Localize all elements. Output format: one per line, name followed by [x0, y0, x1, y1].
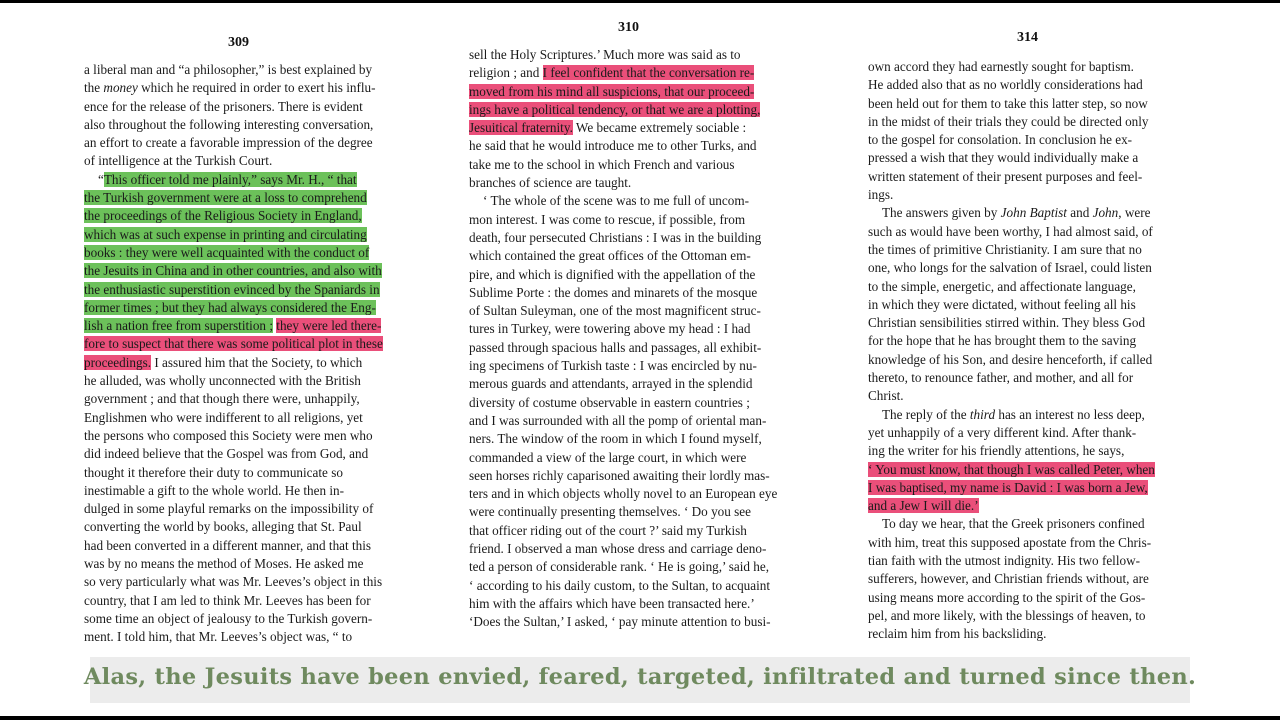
text-segment: pel, and more likely, with the blessings of heaven, to	[868, 607, 1146, 623]
text-segment: friend. I observed a man whose dress and carriage deno-	[469, 541, 767, 557]
text-segment: ing the writer for his friendly attentions, he says,	[868, 443, 1125, 459]
text-line	[469, 394, 795, 412]
text-line	[868, 186, 1194, 204]
text-line	[868, 369, 1194, 387]
text-line	[469, 613, 795, 631]
text-segment: knowledge of his Son, and desire henceforth, if called	[868, 351, 1153, 367]
text-line	[868, 424, 1194, 442]
text-segment: the persons who composed this Society were men who	[84, 427, 373, 443]
text-line	[84, 573, 406, 591]
text-segment: so very particularly what was Mr. Leeves’s object in this	[84, 574, 383, 590]
text-line	[868, 58, 1194, 76]
text-segment: tian faith with the utmost indignity. His two fellow-	[868, 553, 1141, 569]
text-segment: He added also that as no worldly considerations had	[868, 77, 1143, 93]
text-segment: Christ.	[868, 388, 904, 404]
text-segment: John Baptist	[1000, 205, 1067, 221]
text-line	[469, 412, 795, 430]
text-line	[868, 332, 1194, 350]
text-segment: him with the affairs which have been transacted here.’	[469, 595, 755, 611]
text-segment: to the simple, energetic, and affectionate language,	[868, 278, 1136, 294]
text-line	[469, 192, 795, 210]
green-highlight: the Turkish government were at a loss to comprehend	[84, 190, 367, 206]
text-segment: sell the Holy Scriptures.’ Much more was said as to	[469, 47, 741, 62]
text-segment: also throughout the following interesting conversation,	[84, 116, 374, 132]
center-page-text	[469, 46, 795, 632]
text-line	[84, 335, 406, 353]
text-line	[868, 589, 1194, 607]
text-segment: pire, and which is dignified with the appellation of the	[469, 266, 756, 282]
text-segment: ters and in which objects wholly novel to an European eye	[469, 486, 778, 502]
text-segment: of intelligence at the Turkish Court.	[84, 153, 273, 169]
text-segment: a liberal man and “a philosopher,” is best explained by	[84, 62, 373, 77]
text-line	[469, 284, 795, 302]
text-line	[84, 189, 406, 207]
text-segment: which he required in order to exert his influ-	[137, 80, 376, 96]
text-segment: money	[103, 80, 138, 96]
text-segment: and	[1066, 205, 1093, 221]
text-segment: were continually presenting themselves. ‘ Do you see	[469, 504, 751, 520]
green-highlight: which was at such expense in printing and circulating	[84, 226, 367, 242]
text-segment: ted a person of considerable rank. ‘ He is going,’ said he,	[469, 559, 770, 575]
text-line	[868, 479, 1194, 497]
text-line	[84, 226, 406, 244]
text-segment: for the hope that he has brought them to the saving	[868, 333, 1137, 349]
text-segment: The answers given by	[882, 205, 1001, 221]
text-line	[469, 101, 795, 119]
text-line	[84, 445, 406, 463]
text-line	[469, 467, 795, 485]
text-line	[469, 503, 795, 521]
text-segment: which contained the great offices of the Ottoman em-	[469, 248, 751, 264]
page-number-left: 309	[228, 35, 249, 50]
text-line	[469, 211, 795, 229]
text-line	[84, 518, 406, 536]
text-segment: passed through spacious halls and passages, all exhibit-	[469, 339, 762, 355]
scanned-book-spread	[0, 3, 1280, 716]
text-segment: been held out for them to take this latter step, so now	[868, 95, 1148, 111]
text-line	[469, 229, 795, 247]
text-line	[868, 534, 1194, 552]
text-segment: the	[84, 80, 104, 96]
text-segment: he said that he would introduce me to other Turks, and	[469, 138, 757, 154]
text-line	[84, 464, 406, 482]
text-line	[868, 149, 1194, 167]
green-highlight: the enthusiastic superstition evinced by the Spaniards in	[84, 281, 380, 297]
text-line	[469, 339, 795, 357]
text-line	[84, 171, 406, 189]
text-line	[84, 79, 406, 97]
text-line	[84, 372, 406, 390]
text-line	[868, 95, 1194, 113]
text-segment: Englishmen who were indifferent to all religions, yet	[84, 409, 363, 425]
text-segment: The reply of the	[882, 406, 970, 422]
text-segment: to the gospel for consolation. In conclusion he ex-	[868, 132, 1133, 148]
left-page-text	[84, 61, 406, 647]
text-line	[469, 64, 795, 82]
text-segment: of Sultan Suleyman, one of the most magnificent struc-	[469, 303, 761, 319]
text-line	[84, 244, 406, 262]
text-line	[84, 427, 406, 445]
text-segment: Sublime Porte : the domes and minarets of the mosque	[469, 284, 758, 300]
pink-highlight: fore to suspect that there was some political plot in these	[84, 336, 383, 352]
text-segment: I assured him that the Society, to which	[151, 354, 363, 370]
text-line	[868, 351, 1194, 369]
text-line	[868, 387, 1194, 405]
pink-highlight: and a Jew I will die.’	[868, 498, 979, 514]
text-segment: in the midst of their trials they could be directed only	[868, 113, 1149, 129]
text-line	[868, 314, 1194, 332]
text-line	[868, 461, 1194, 479]
text-segment: sufferers, however, and Christian friends without, are	[868, 571, 1149, 587]
text-line	[84, 61, 406, 79]
text-segment: religion ; and	[469, 65, 543, 81]
text-line	[84, 299, 406, 317]
green-highlight: the proceedings of the Religious Society in England,	[84, 208, 362, 224]
text-line	[469, 595, 795, 613]
text-line	[868, 241, 1194, 259]
text-segment: ing specimens of Turkish taste : I was encircled by nu-	[469, 358, 757, 374]
text-segment: take me to the school in which French and various	[469, 156, 735, 172]
green-highlight: former times ; but they had always considered the Eng-	[84, 299, 376, 315]
green-highlight: the Jesuits in China and in other countries, and also with	[84, 263, 382, 279]
text-line	[469, 137, 795, 155]
text-segment: did indeed believe that the Gospel was from God, and	[84, 446, 369, 462]
text-segment: an effort to create a favorable impression of the degree	[84, 135, 373, 151]
text-segment: ners. The window of the room in which I found myself,	[469, 431, 762, 447]
text-line	[469, 174, 795, 192]
text-segment: written statement of their present purposes and feel-	[868, 168, 1143, 184]
text-line	[84, 628, 406, 646]
text-line	[469, 430, 795, 448]
text-segment: and I was surrounded with all the pomp of oriental man-	[469, 412, 767, 428]
text-line	[469, 266, 795, 284]
pink-highlight: they were led there-	[276, 318, 382, 334]
text-line	[469, 357, 795, 375]
text-line	[84, 500, 406, 518]
text-line	[469, 247, 795, 265]
text-line	[469, 83, 795, 101]
pink-highlight: I was baptised, my name is David : I was born a Jew,	[868, 479, 1148, 495]
text-line	[84, 555, 406, 573]
text-line	[84, 409, 406, 427]
text-line	[469, 540, 795, 558]
text-line	[469, 577, 795, 595]
text-line	[469, 119, 795, 137]
text-segment: ‘ The whole of the scene was to me full of uncom-	[483, 193, 749, 209]
text-segment: diversity of costume observable in eastern countries ;	[469, 394, 750, 410]
text-segment: We became extremely sociable :	[572, 120, 747, 136]
text-line	[868, 296, 1194, 314]
text-segment: ings.	[868, 187, 894, 203]
green-highlight: books : they were well acquainted with the conduct of	[84, 244, 370, 260]
page-number-right: 314	[1017, 30, 1038, 45]
text-segment: , were	[1118, 205, 1151, 221]
text-segment: has an interest no less deep,	[995, 406, 1145, 422]
text-line	[469, 320, 795, 338]
text-segment: country, that I am led to think Mr. Leeves has been for	[84, 592, 371, 608]
text-segment: ‘Does the Sultan,’ I asked, ‘ pay minute attention to busi-	[469, 614, 771, 630]
text-line	[868, 113, 1194, 131]
text-line	[469, 522, 795, 540]
text-line	[868, 442, 1194, 460]
text-line	[84, 354, 406, 372]
text-line	[868, 406, 1194, 424]
text-line	[469, 302, 795, 320]
text-line	[84, 537, 406, 555]
text-segment: ‘ according to his daily custom, to the Sultan, to acquaint	[469, 577, 771, 593]
right-page-text	[868, 58, 1194, 644]
text-segment: ence for the release of the prisoners. There is evident	[84, 98, 363, 114]
text-line	[868, 552, 1194, 570]
text-line	[84, 152, 406, 170]
text-line	[868, 570, 1194, 588]
pink-highlight: moved from his mind all suspicions, that our proceed-	[469, 83, 755, 99]
text-segment: mon interest. I was come to rescue, if possible, from	[469, 211, 746, 227]
text-line	[84, 262, 406, 280]
text-line	[868, 131, 1194, 149]
text-segment: in which they were dictated, without feeling all his	[868, 296, 1136, 312]
text-line	[868, 223, 1194, 241]
text-segment: third	[969, 406, 996, 422]
text-line	[868, 278, 1194, 296]
pink-highlight: proceedings.	[84, 354, 152, 370]
text-segment: own accord they had earnestly sought for baptism.	[868, 59, 1134, 74]
text-segment: inestimable a gift to the whole world. He then in-	[84, 482, 345, 498]
text-segment: using means more according to the spirit of the Gos-	[868, 589, 1146, 605]
text-segment: commanded a view of the large court, in which were	[469, 449, 747, 465]
text-line	[469, 156, 795, 174]
pink-highlight: Jesuitical fraternity.	[469, 120, 573, 136]
text-segment: thought it therefore their duty to communicate so	[84, 464, 343, 480]
text-segment: tures in Turkey, were towering above my head : I had	[469, 321, 751, 337]
text-segment: dulged in some playful remarks on the impossibility of	[84, 501, 374, 517]
text-segment: death, four persecuted Christians : I was in the building	[469, 229, 762, 245]
green-highlight: lish a nation free from superstition ;	[84, 318, 273, 334]
text-line	[868, 515, 1194, 533]
text-segment: one, who longs for the salvation of Israel, could listen	[868, 260, 1152, 276]
text-line	[84, 134, 406, 152]
pink-highlight: I feel confident that the conversation re-	[542, 65, 755, 81]
text-segment: thereto, to renounce father, and mother, and all for	[868, 370, 1134, 386]
text-segment: “	[98, 171, 104, 187]
text-line	[84, 390, 406, 408]
text-line	[469, 449, 795, 467]
text-line	[469, 375, 795, 393]
text-segment: some time an object of jealousy to the Turkish govern-	[84, 610, 373, 626]
text-segment: was by no means the method of Moses. He asked me	[84, 556, 364, 572]
text-line	[84, 116, 406, 134]
text-segment: Christian sensibilities stirred within. They bless God	[868, 315, 1146, 331]
text-segment: with him, treat this supposed apostate from the Chris-	[868, 534, 1152, 550]
text-line	[469, 46, 795, 64]
text-line	[868, 607, 1194, 625]
text-line	[868, 625, 1194, 643]
text-segment: seen horses richly caparisoned awaiting their lordly mas-	[469, 467, 770, 483]
text-segment: he alluded, was wholly unconnected with the British	[84, 373, 361, 389]
pink-highlight: ‘ You must know, that though I was called Peter, when	[868, 461, 1155, 477]
page-number-center: 310	[618, 20, 639, 35]
text-segment: branches of science are taught.	[469, 175, 632, 191]
text-segment: ment. I told him, that Mr. Leeves’s object was, “ to	[84, 629, 353, 645]
text-line	[84, 592, 406, 610]
text-segment: that officer riding out of the court ?’ said my Turkish	[469, 522, 747, 538]
text-segment: John	[1092, 205, 1119, 221]
text-line	[84, 610, 406, 628]
text-segment: government ; and that though there were, unhappily,	[84, 391, 360, 407]
text-line	[84, 281, 406, 299]
text-line	[84, 98, 406, 116]
pink-highlight: ings have a political tendency, or that we are a plotting,	[469, 101, 761, 117]
text-segment: the times of primitive Christianity. I am sure that no	[868, 241, 1142, 257]
text-line	[868, 497, 1194, 515]
text-line	[84, 317, 406, 335]
text-segment: reclaim him from his backsliding.	[868, 626, 1047, 642]
video-caption: Alas, the Jesuits have been envied, feared, targeted, infiltrated and turned since then.	[83, 664, 1197, 690]
text-segment: To day we hear, that the Greek prisoners confined	[882, 516, 1145, 532]
text-segment: merous guards and attendants, arrayed in the splendid	[469, 376, 753, 392]
text-line	[868, 76, 1194, 94]
text-line	[84, 207, 406, 225]
text-line	[469, 485, 795, 503]
text-line	[84, 482, 406, 500]
text-segment: converting the world by books, alleging that St. Paul	[84, 519, 362, 535]
text-line	[868, 204, 1194, 222]
text-segment: such as would have been worthy, I had almost said, of	[868, 223, 1153, 239]
green-highlight: This officer told me plainly,” says Mr. H., “ that	[103, 171, 357, 187]
text-line	[868, 259, 1194, 277]
text-segment: yet unhappily of a very different kind. After thank-	[868, 424, 1137, 440]
text-segment: had been converted in a different manner, and that this	[84, 537, 372, 553]
text-segment: pressed a wish that they would individually make a	[868, 150, 1139, 166]
text-line	[868, 168, 1194, 186]
text-line	[469, 558, 795, 576]
